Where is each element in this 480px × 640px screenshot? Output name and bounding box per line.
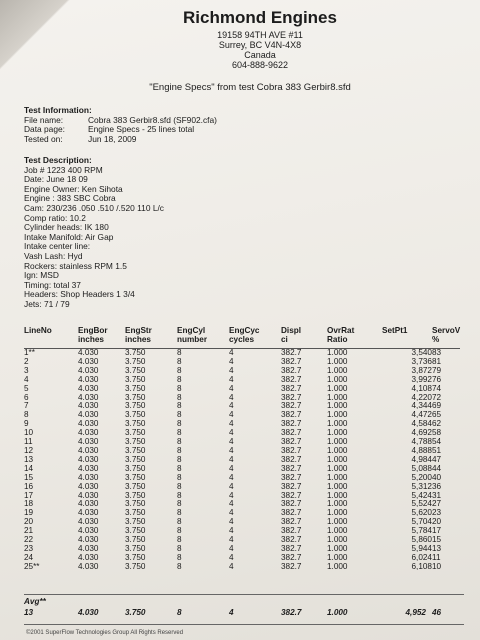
table-cell: 4.030: [78, 348, 99, 357]
table-cell: 4: [229, 437, 234, 447]
table-cell: 23: [24, 543, 34, 553]
column-header: OvrRat Ratio: [327, 326, 382, 349]
table-cell: 10: [24, 428, 34, 438]
table-cell: 4: [229, 454, 234, 464]
table-cell: 4: [229, 356, 234, 366]
table-cell: 5,524: [411, 499, 432, 509]
table-cell: 382.7: [281, 517, 302, 527]
table-cell: 3.750: [125, 348, 146, 357]
table-cell: 1.000: [327, 535, 348, 545]
table-cell: 1.000: [327, 383, 348, 393]
table-cell: 382.7: [281, 445, 302, 455]
table-cell: 8: [24, 410, 29, 420]
test-desc-line: Jets: 71 / 79: [24, 298, 70, 309]
table-cell: 3.750: [125, 490, 146, 500]
table-cell: 1.000: [327, 543, 348, 553]
table-cell: 8: [177, 543, 182, 553]
table-cell: 382.7: [281, 499, 302, 509]
test-desc-line: Cylinder heads: IK 180: [24, 222, 109, 233]
table-cell: 4: [229, 499, 234, 509]
table-cell: 4: [229, 419, 234, 429]
report-title: "Engine Specs" from test Cobra 383 Gerbir8.sfd: [149, 82, 351, 93]
table-cell: 1**: [24, 348, 35, 357]
table-cell: 6,108: [411, 561, 432, 571]
table-cell: 13: [24, 454, 34, 464]
table-cell: 4: [229, 401, 234, 411]
table-cell: 3.750: [125, 517, 146, 527]
table-cell: 3.750: [125, 410, 146, 420]
table-cell: 1.000: [327, 428, 348, 438]
copyright-footer: ©2001 SuperFlow Technologies Group All Rights Reserved: [26, 630, 184, 636]
table-cell: 3.750: [125, 481, 146, 491]
column-header: LineNo: [24, 326, 78, 349]
table-cell: 4.030: [78, 365, 99, 375]
table-cell: 65: [432, 410, 442, 420]
table-cell: 1.000: [327, 481, 348, 491]
table-cell: 19: [24, 508, 34, 518]
table-cell: 4,788: [411, 437, 432, 447]
table-cell: 382.7: [281, 348, 302, 357]
table-cell: 8: [177, 428, 182, 438]
table-cell: 1.000: [327, 374, 348, 384]
table-cell: 1.000: [327, 401, 348, 411]
test-desc-line: Engine Owner: Ken Sihota: [24, 183, 123, 194]
table-cell: 25**: [24, 561, 40, 571]
table-cell: 4: [229, 445, 234, 455]
test-desc-line: Comp ratio: 10.2: [24, 212, 86, 223]
table-cell: 4.030: [78, 410, 99, 420]
table-cell: 4: [229, 526, 234, 536]
table-cell: 382.7: [281, 535, 302, 545]
table-cell: 24: [24, 552, 34, 562]
table-cell: 20: [432, 517, 442, 527]
table-cell: 1.000: [327, 463, 348, 473]
table-cell: 4: [229, 392, 234, 402]
table-cell: 1.000: [327, 490, 348, 500]
column-header: EngStr inches: [125, 326, 177, 349]
table-cell: 4: [229, 374, 234, 384]
table-cell: 4: [229, 472, 234, 482]
average-row: [24, 608, 456, 617]
table-header-row: [24, 326, 460, 349]
table-cell: 4.030: [78, 383, 99, 393]
table-cell: 382.7: [281, 401, 302, 411]
test-information: [24, 106, 217, 144]
table-cell: 4.030: [78, 535, 99, 545]
table-cell: 3.750: [125, 356, 146, 366]
table-cell: 31: [432, 490, 442, 500]
table-cell: 8: [177, 437, 182, 447]
test-desc-line: Ign: MSD: [24, 270, 59, 281]
table-cell: 4: [24, 374, 29, 384]
average-cell: 4: [229, 608, 234, 617]
table-cell: 4.030: [78, 392, 99, 402]
table-cell: 16: [24, 481, 34, 491]
table-cell: 36: [432, 481, 442, 491]
table-cell: 2: [24, 356, 29, 366]
table-cell: 40: [432, 472, 442, 482]
table-cell: 11: [24, 437, 33, 447]
table-cell: 1.000: [327, 526, 348, 536]
table-cell: 1.000: [327, 348, 348, 357]
table-cell: 1.000: [327, 392, 348, 402]
table-cell: 3.750: [125, 437, 146, 447]
table-cell: 3.750: [125, 401, 146, 411]
test-desc-line: Headers: Shop Headers 1 3/4: [24, 289, 135, 300]
table-cell: 4,220: [411, 392, 432, 402]
table-cell: 4,344: [411, 401, 432, 411]
company-name: Richmond Engines: [183, 8, 337, 27]
table-cell: 1.000: [327, 454, 348, 464]
table-cell: 3,736: [411, 356, 432, 366]
table-cell: 1.000: [327, 445, 348, 455]
table-body: [24, 349, 460, 572]
table-cell: 4.030: [78, 490, 99, 500]
company-address-line1: 19158 94TH AVE #11: [217, 30, 303, 40]
table-cell: 27: [432, 499, 442, 509]
table-cell: 5,312: [411, 481, 432, 491]
table-cell: 4.030: [78, 508, 99, 518]
table-cell: 54: [432, 437, 442, 447]
table-cell: 7: [24, 401, 29, 411]
table-cell: 15: [24, 472, 34, 482]
table-cell: 1.000: [327, 419, 348, 429]
table-cell: 6: [24, 392, 29, 402]
table-cell: 8: [177, 472, 182, 482]
table-cell: 4.030: [78, 401, 99, 411]
table-cell: 382.7: [281, 472, 302, 482]
table-cell: 3.750: [125, 428, 146, 438]
table-cell: 3.750: [125, 526, 146, 536]
table-cell: 3.750: [125, 392, 146, 402]
test-desc-line: Date: June 18 09: [24, 174, 88, 185]
average-cell: 382.7: [281, 608, 302, 617]
table-cell: 14: [24, 463, 34, 473]
table-cell: 62: [432, 419, 442, 429]
table-cell: 20: [24, 517, 34, 527]
table-cell: 1.000: [327, 472, 348, 482]
table-cell: 382.7: [281, 552, 302, 562]
table-cell: 4: [229, 490, 234, 500]
test-info-row: File name: Cobra 383 Gerbir8.sfd (SF902.cfa): [24, 114, 217, 125]
table-cell: 382.7: [281, 490, 302, 500]
table-cell: 4,692: [411, 428, 432, 438]
test-info-heading: Test Information:: [24, 105, 92, 115]
table-cell: 8: [177, 392, 182, 402]
table-cell: 382.7: [281, 454, 302, 464]
table-cell: 8: [177, 552, 182, 562]
average-label: Avg**: [24, 597, 46, 606]
table-cell: 15: [432, 535, 442, 545]
table-cell: 81: [432, 356, 442, 366]
table-cell: 4: [229, 508, 234, 518]
table-cell: 4: [229, 481, 234, 491]
table-cell: 4.030: [78, 517, 99, 527]
table-cell: 3.750: [125, 508, 146, 518]
table-cell: 4,984: [411, 454, 432, 464]
table-cell: 8: [177, 454, 182, 464]
table-cell: 4.030: [78, 445, 99, 455]
table-cell: 4: [229, 561, 234, 571]
test-desc-line: Intake Manifold: Air Gap: [24, 231, 114, 242]
column-header: ServoV %: [432, 326, 460, 349]
table-cell: 23: [432, 508, 442, 518]
table-cell: 1.000: [327, 552, 348, 562]
average-cell: 4.030: [78, 608, 99, 617]
table-cell: 4: [229, 348, 234, 357]
table-cell: 9: [24, 419, 29, 429]
table-cell: 382.7: [281, 561, 302, 571]
table-cell: 11: [432, 552, 441, 562]
average-cell: 4,952: [405, 608, 426, 617]
table-cell: 8: [177, 526, 182, 536]
test-desc-heading: Test Description:: [24, 155, 92, 165]
table-cell: 8: [177, 365, 182, 375]
table-cell: 21: [24, 526, 34, 536]
table-cell: 4: [229, 410, 234, 420]
table-cell: 382.7: [281, 383, 302, 393]
table-cell: 44: [432, 463, 442, 473]
table-cell: 5,200: [411, 472, 432, 482]
table-cell: 18: [24, 499, 34, 509]
table-cell: 3.750: [125, 454, 146, 464]
company-address-line2: Surrey, BC V4N-4X8: [218, 40, 302, 50]
average-cell: 1.000: [327, 608, 348, 617]
table-cell: 4,888: [411, 445, 432, 455]
table-cell: 3.750: [125, 445, 146, 455]
test-info-row: Data page: Engine Specs - 25 lines total: [24, 124, 195, 135]
table-cell: 4.030: [78, 419, 99, 429]
table-cell: 1.000: [327, 356, 348, 366]
table-cell: 4.030: [78, 526, 99, 536]
table-cell: 1.000: [327, 410, 348, 420]
table-cell: 3.750: [125, 499, 146, 509]
table-cell: 3,992: [411, 374, 432, 384]
test-description: [24, 156, 164, 310]
test-desc-line: Job # 1223 400 RPM: [24, 164, 103, 175]
table-cell: 72: [432, 392, 442, 402]
table-cell: 5,704: [411, 517, 432, 527]
table-cell: 382.7: [281, 543, 302, 553]
table-cell: 382.7: [281, 356, 302, 366]
table-cell: 1.000: [327, 561, 348, 571]
table-cell: 8: [177, 508, 182, 518]
column-header: EngCyl number: [177, 326, 229, 349]
table-cell: 8: [177, 499, 182, 509]
table-cell: 382.7: [281, 410, 302, 420]
table-cell: 8: [177, 383, 182, 393]
table-cell: 76: [432, 374, 442, 384]
table-cell: 382.7: [281, 374, 302, 384]
test-desc-lines: [24, 166, 164, 310]
table-cell: 4,584: [411, 419, 432, 429]
table-cell: 382.7: [281, 463, 302, 473]
table-cell: 22: [24, 535, 34, 545]
table-cell: 382.7: [281, 481, 302, 491]
table-cell: 382.7: [281, 428, 302, 438]
test-desc-line: Engine : 383 SBC Cobra: [24, 193, 116, 204]
divider: [24, 594, 464, 595]
table-cell: 4: [229, 383, 234, 393]
test-desc-line: Vash Lash: Hyd: [24, 250, 83, 261]
table-cell: 3.750: [125, 543, 146, 553]
table-cell: 8: [177, 481, 182, 491]
table-cell: 1.000: [327, 517, 348, 527]
table-cell: 4.030: [78, 499, 99, 509]
table-cell: 4.030: [78, 454, 99, 464]
table-cell: 4: [229, 463, 234, 473]
test-desc-line: Timing: total 37: [24, 279, 81, 290]
column-header: SetPt1: [382, 326, 432, 349]
table-row: [24, 563, 460, 572]
table-cell: 51: [432, 445, 442, 455]
table-cell: 382.7: [281, 392, 302, 402]
table-cell: 10: [432, 561, 442, 571]
test-info-row: Tested on: Jun 18, 2009: [24, 133, 137, 144]
table-cell: 4.030: [78, 356, 99, 366]
table-cell: 8: [177, 517, 182, 527]
table-cell: 1.000: [327, 365, 348, 375]
table-cell: 3.750: [125, 374, 146, 384]
average-cell: 3.750: [125, 608, 146, 617]
table-cell: 8: [177, 490, 182, 500]
table-cell: 382.7: [281, 526, 302, 536]
table-cell: 79: [432, 365, 442, 375]
table-cell: 4,108: [411, 383, 432, 393]
table-cell: 382.7: [281, 365, 302, 375]
table-cell: 4: [229, 552, 234, 562]
test-desc-line: Intake center line:: [24, 241, 91, 252]
table-cell: 4.030: [78, 437, 99, 447]
test-desc-line: Cam: 230/236 .050 .510 /.520 110 L/c: [24, 202, 164, 213]
table-cell: 4.030: [78, 428, 99, 438]
table-cell: 8: [177, 348, 182, 357]
column-header: EngBor inches: [78, 326, 125, 349]
divider: [24, 624, 464, 625]
table-cell: 382.7: [281, 437, 302, 447]
table-cell: 8: [177, 356, 182, 366]
company-country: Canada: [244, 50, 276, 60]
average-cell: 13: [24, 608, 34, 617]
table-cell: 4,472: [411, 410, 432, 420]
table-cell: 5,088: [411, 463, 432, 473]
table-cell: 8: [177, 419, 182, 429]
table-cell: 4.030: [78, 543, 99, 553]
table-cell: 47: [432, 454, 442, 464]
table-cell: 3.750: [125, 535, 146, 545]
table-cell: 3.750: [125, 472, 146, 482]
table-cell: 4: [229, 535, 234, 545]
table-cell: 13: [432, 543, 442, 553]
table-cell: 69: [432, 401, 442, 411]
table-cell: 5,944: [411, 543, 432, 553]
table-cell: 4.030: [78, 561, 99, 571]
table-cell: 1.000: [327, 499, 348, 509]
table-cell: 3.750: [125, 552, 146, 562]
table-cell: 382.7: [281, 508, 302, 518]
table-cell: 4.030: [78, 472, 99, 482]
company-phone: 604-888-9622: [231, 60, 289, 70]
table-cell: 382.7: [281, 419, 302, 429]
table-cell: 4.030: [78, 481, 99, 491]
table-cell: 4.030: [78, 463, 99, 473]
table-cell: 3.750: [125, 383, 146, 393]
table-cell: 5,620: [411, 508, 432, 518]
table-cell: 17: [24, 490, 34, 500]
table-cell: 4: [229, 365, 234, 375]
table-cell: 3: [24, 365, 29, 375]
table-cell: 4: [229, 428, 234, 438]
engine-specs-table: [24, 326, 460, 572]
table-cell: 4: [229, 517, 234, 527]
test-desc-line: Rockers: stainless RPM 1.5: [24, 260, 127, 271]
column-header: Displ ci: [281, 326, 327, 349]
table-cell: 17: [432, 526, 442, 536]
table-cell: 83: [432, 348, 442, 357]
table-cell: 8: [177, 445, 182, 455]
table-cell: 1.000: [327, 508, 348, 518]
table-cell: 8: [177, 561, 182, 571]
column-header: EngCyc cycles: [229, 326, 281, 349]
average-cell: 46: [432, 608, 442, 617]
table-cell: 3,540: [411, 348, 432, 357]
table-cell: 3,872: [411, 365, 432, 375]
table-cell: 8: [177, 463, 182, 473]
table-cell: 58: [432, 428, 442, 438]
table-cell: 5,860: [411, 535, 432, 545]
table-cell: 6,024: [411, 552, 432, 562]
table-cell: 1.000: [327, 437, 348, 447]
table-cell: 3.750: [125, 365, 146, 375]
table-cell: 8: [177, 410, 182, 420]
table-cell: 4.030: [78, 552, 99, 562]
table-cell: 3.750: [125, 419, 146, 429]
average-cell: 8: [177, 608, 182, 617]
table-cell: 5: [24, 383, 29, 393]
table-cell: 3.750: [125, 463, 146, 473]
table-cell: 8: [177, 401, 182, 411]
table-cell: 5,424: [411, 490, 432, 500]
table-cell: 12: [24, 445, 34, 455]
table-cell: 4.030: [78, 374, 99, 384]
table-cell: 5,784: [411, 526, 432, 536]
table-cell: 8: [177, 374, 182, 384]
table-cell: 74: [432, 383, 442, 393]
table-cell: 8: [177, 535, 182, 545]
table-cell: 4: [229, 543, 234, 553]
table-cell: 3.750: [125, 561, 146, 571]
